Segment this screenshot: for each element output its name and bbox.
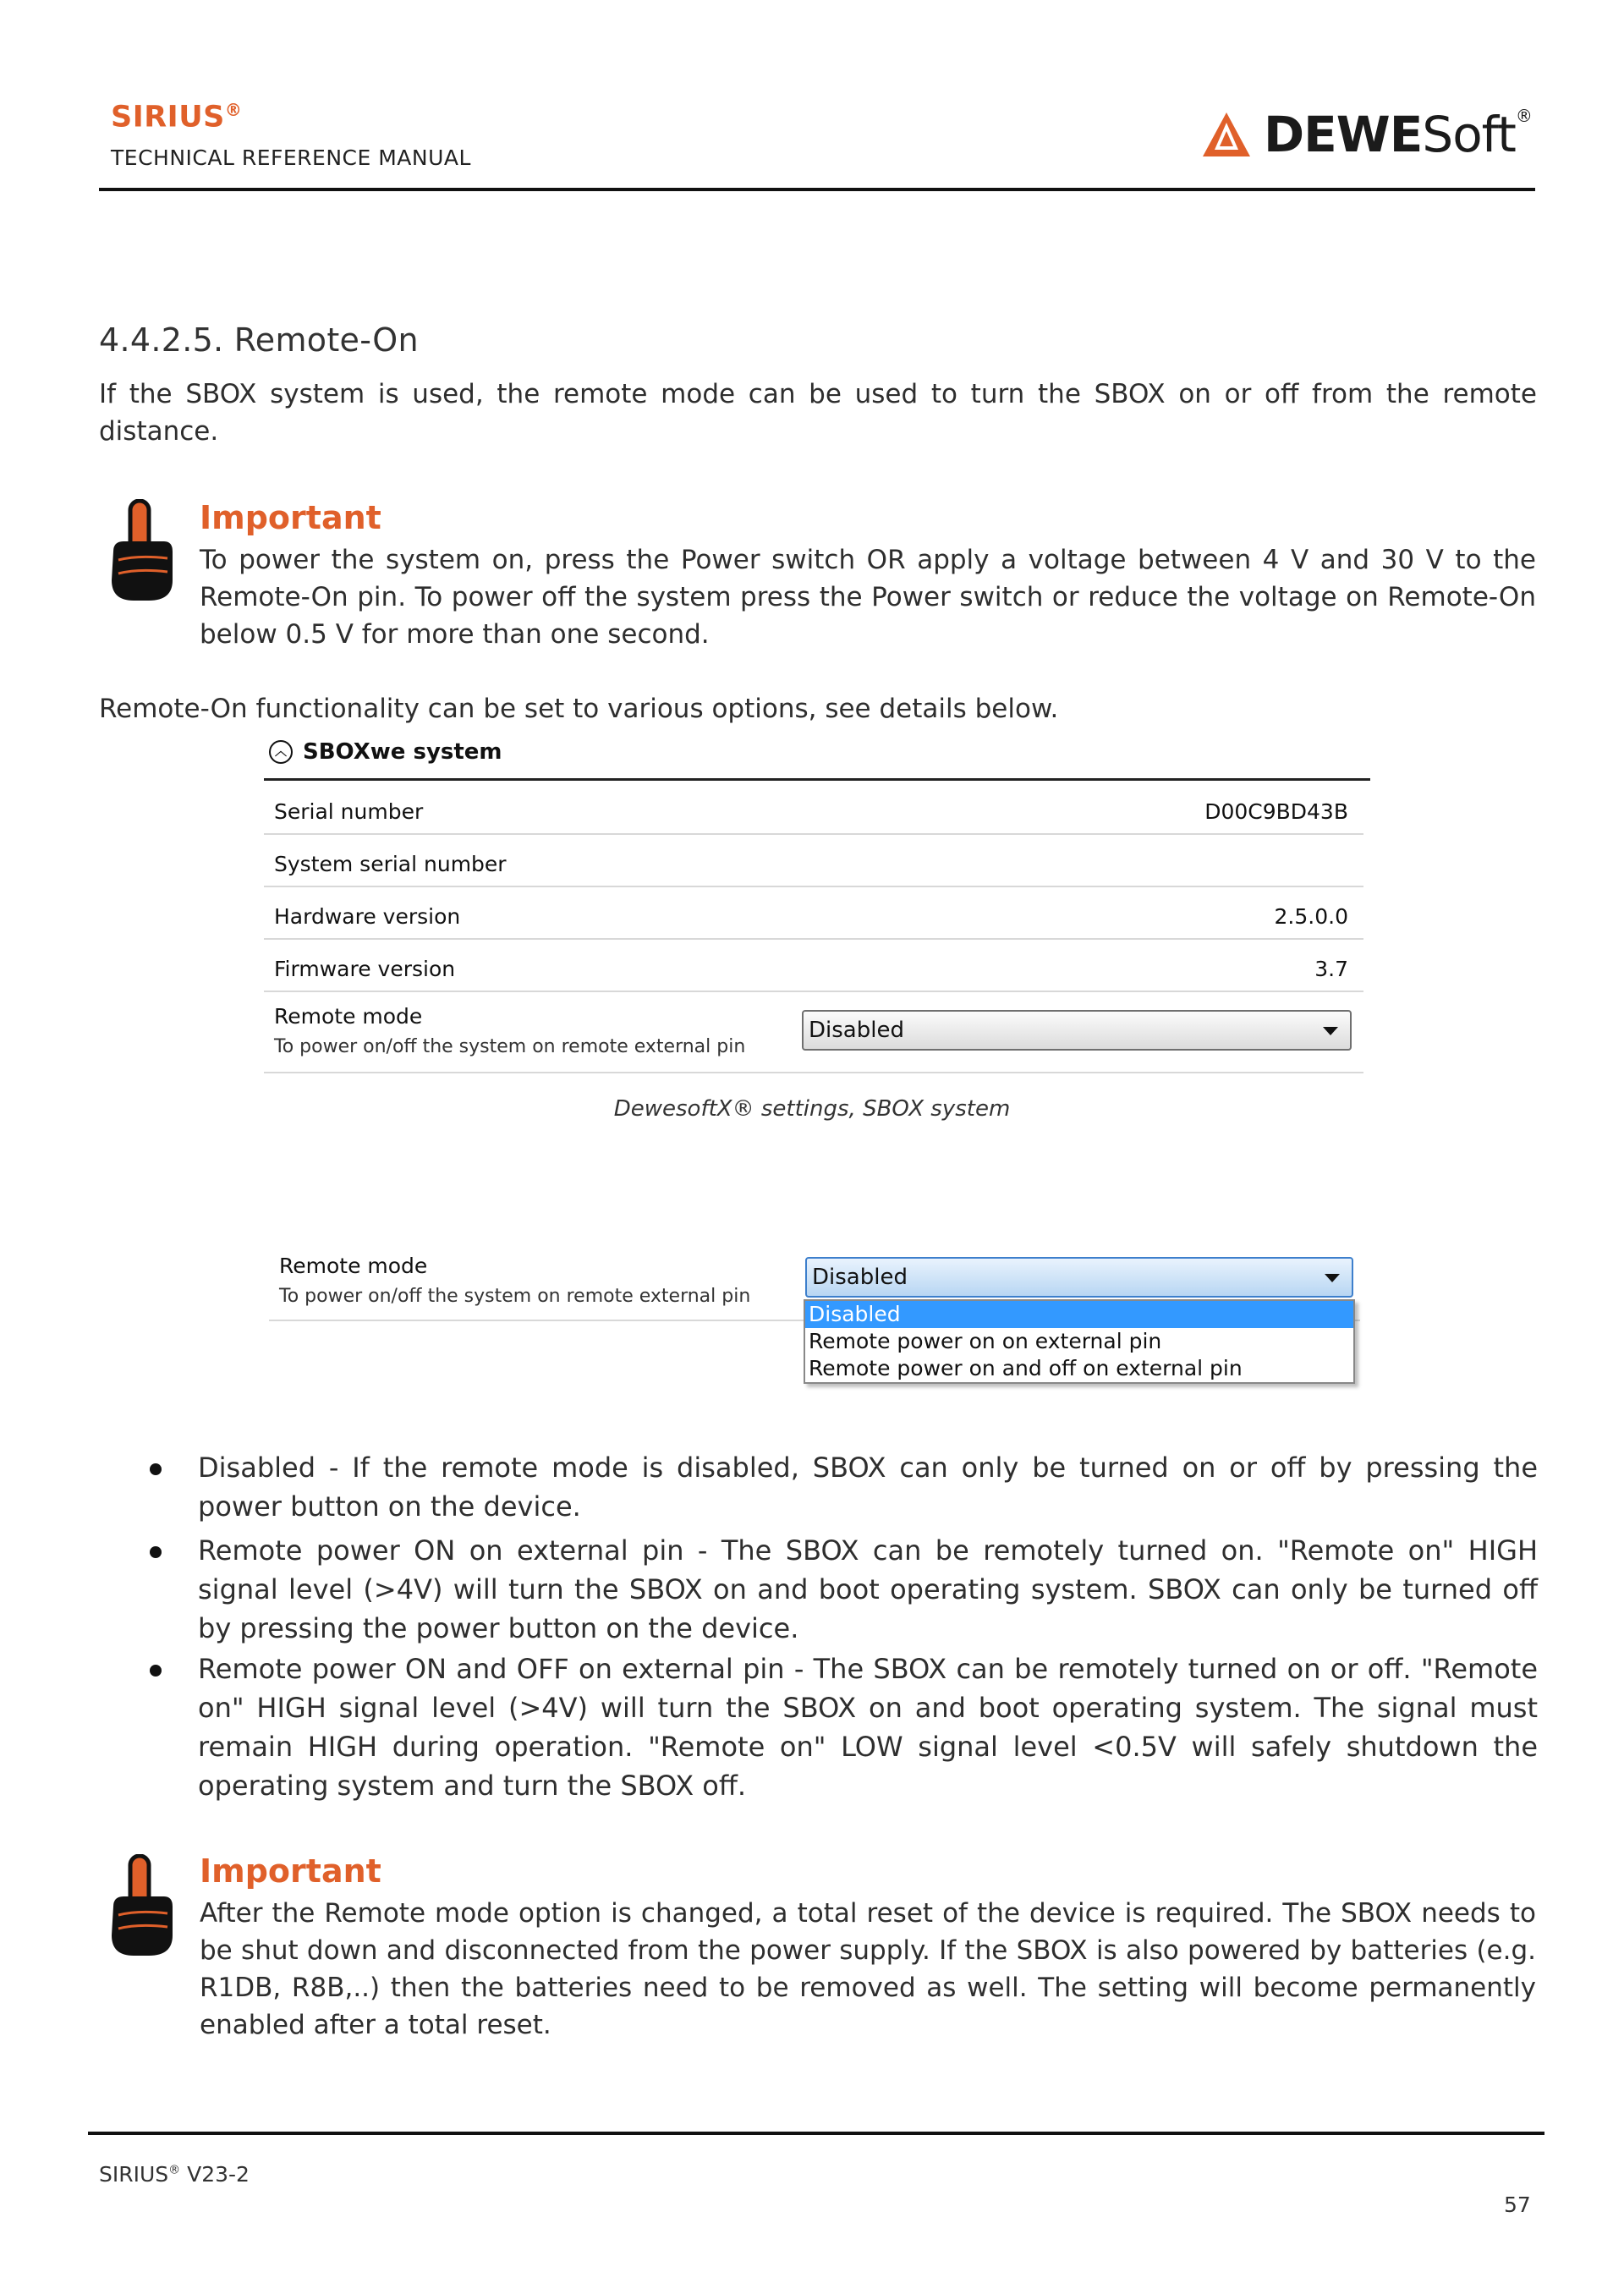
footer-divider [88,2132,1544,2135]
intro-paragraph: If the SBOX system is used, the remote mode can be used to turn the SBOX on or off from the remote distance. [99,379,1537,447]
table-row: Hardware version 2.5.0.0 [264,887,1363,940]
pointing-hand-icon [105,499,178,604]
dewesoft-logo: DEWESoft® [1201,105,1532,164]
option-remote-on-off[interactable]: Remote power on and off on external pin [809,1356,1243,1380]
pointing-hand-icon [105,1854,178,1959]
collapse-chevron-icon[interactable]: ︿ [269,740,293,764]
option-disabled[interactable]: Disabled [805,1301,1353,1328]
list-item: Disabled - If the remote mode is disabled, SBOX can only be turned on or off by pressing the power button on the device. [198,1452,1538,1523]
dewesoft-triangle-icon [1201,111,1252,158]
list-item: Remote power ON on external pin - The SBOX can be remotely turned on. "Remote on" HIGH signal level (>4V) will turn the SBOX on and boot operating system. SBOX can only be turned off by pressing the power button on the device. [198,1534,1538,1644]
header-divider [99,188,1535,191]
remote-mode-row: Remote mode To power on/off the system on remote external pin [264,992,1363,1073]
manual-subtitle: TECHNICAL REFERENCE MANUAL [111,145,471,170]
bullet-dot [150,1546,162,1558]
important-text: After the Remote mode option is changed, a total reset of the device is required. The SBOX needs to be shut down and disconnected from the power supply. If the SBOX is also powered by batteries (e.g. R1DB, R8B,..) then the batteries need to be removed as well. The setting will become permanently enabled after a total reset. [200,1898,1536,2040]
remote-mode-select-open[interactable]: Disabled [805,1257,1353,1298]
bullet-dot [150,1665,162,1677]
dropdown-arrow-icon[interactable] [1325,1274,1340,1282]
table-row: Firmware version 3.7 [264,940,1363,992]
remote-mode-row: Remote mode To power on/off the system on remote external pin [269,1242,1360,1321]
brand-title: SIRIUS® [111,100,243,134]
section-title: 4.4.2.5. Remote-On [99,321,419,359]
sbox-panel-title[interactable]: ︿ SBOXwe system [269,739,502,765]
figure-caption: DewesoftX® settings, SBOX system [613,1096,1011,1122]
bullet-dot [150,1463,162,1475]
remote-mode-options [804,1299,1355,1384]
footer-doc-version: SIRIUS® V23-2 [99,2162,250,2187]
table-row: Serial number D00C9BD43B [264,782,1363,835]
important-title: Important [200,499,381,536]
dropdown-arrow-icon[interactable] [1323,1027,1338,1035]
page-number: 57 [1504,2192,1531,2217]
option-remote-on[interactable]: Remote power on on external pin [809,1329,1162,1353]
important-text: To power the system on, press the Power switch OR apply a voltage between 4 V and 30 V to the Remote-On pin. To power off the system press the Power switch or reduce the voltage on Remote-On below 0.5 V for more than one second. [200,545,1536,650]
list-item: Remote power ON and OFF on external pin - The SBOX can be remotely turned on or off. "Remote on" HIGH signal level (>4V) will turn the SBOX on and boot operating system. The signal must remain HIGH during operation. "Remote on" LOW signal level <0.5V will safely shutdown the operating system and turn the SBOX off. [198,1653,1538,1802]
table-row: System serial number [264,835,1363,887]
remote-mode-select[interactable]: Disabled [802,1010,1352,1051]
panel-divider [264,778,1370,781]
important-title: Important [200,1852,381,1890]
lead-in-paragraph: Remote-On functionality can be set to various options, see details below. [99,694,1059,724]
